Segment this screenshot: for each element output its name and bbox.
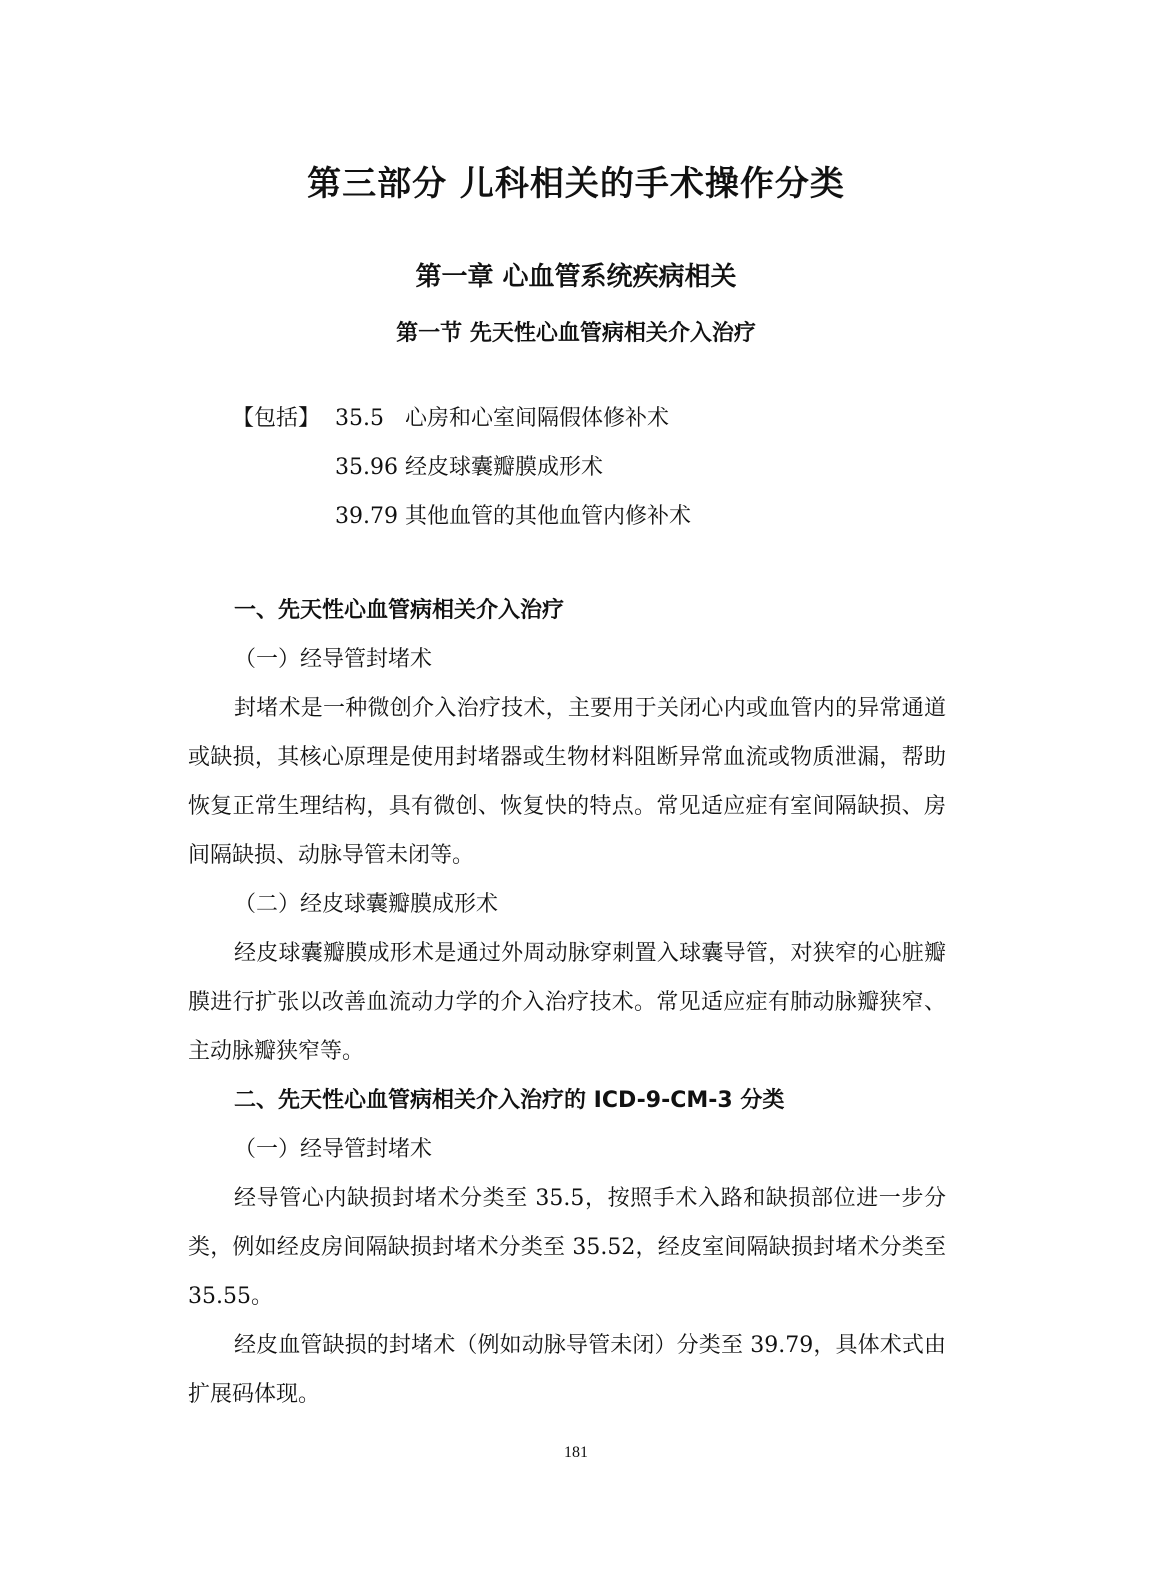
- procedure-name: 心房和心室间隔假体修补术: [405, 406, 670, 431]
- procedure-code: 35.96: [335, 455, 398, 480]
- includes-item: [232, 443, 691, 492]
- includes-label: 【包括】: [232, 406, 321, 431]
- paragraph-1-2: 经皮球囊瓣膜成形术是通过外周动脉穿刺置入球囊导管，对狭窄的心脏瓣膜进行扩张以改善血流动力学的介入治疗技术。常见适应症有肺动脉瓣狭窄、主动脉瓣狭窄等。: [188, 941, 946, 1064]
- paragraph-2-1: 经导管心内缺损封堵术分类至 35.5，按照手术入路和缺损部位进一步分类，例如经皮房间隔缺损封堵术分类至 35.52，经皮室间隔缺损封堵术分类至 35.55。: [188, 1186, 946, 1309]
- includes-item: [232, 492, 691, 541]
- paragraph-2-2: 经皮血管缺损的封堵术（例如动脉导管未闭）分类至 39.79，具体术式由扩展码体现。: [188, 1333, 946, 1407]
- part-title: 第三部分 儿科相关的手术操作分类: [307, 164, 845, 204]
- subheading-1-1: （一）经导管封堵术: [234, 647, 433, 672]
- page-number: 181: [564, 1444, 588, 1461]
- procedure-name: 其他血管的其他血管内修补术: [405, 504, 692, 529]
- procedure-code: 39.79: [335, 504, 398, 529]
- body-content: [188, 586, 946, 1419]
- chapter-title: 第一章 心血管系统疾病相关: [415, 262, 737, 292]
- paragraph-1-1: 封堵术是一种微创介入治疗技术，主要用于关闭心内或血管内的异常通道或缺损，其核心原理是使用封堵器或生物材料阻断异常血流或物质泄漏，帮助恢复正常生理结构，具有微创、恢复快的特点。常见适应症有室间隔缺损、房间隔缺损、动脉导管未闭等。: [188, 696, 946, 868]
- procedure-code: 35.5: [335, 406, 384, 431]
- includes-item: [232, 394, 691, 443]
- heading-1: 一、先天性心血管病相关介入治疗: [234, 598, 565, 623]
- section-title: 第一节 先天性心血管病相关介入治疗: [396, 321, 756, 346]
- subheading-1-2: （二）经皮球囊瓣膜成形术: [234, 892, 499, 917]
- procedure-name: 经皮球囊瓣膜成形术: [405, 455, 604, 480]
- includes-list: [232, 394, 691, 541]
- subheading-2-1: （一）经导管封堵术: [234, 1137, 433, 1162]
- heading-2: 二、先天性心血管病相关介入治疗的 ICD-9-CM-3 分类: [234, 1088, 785, 1113]
